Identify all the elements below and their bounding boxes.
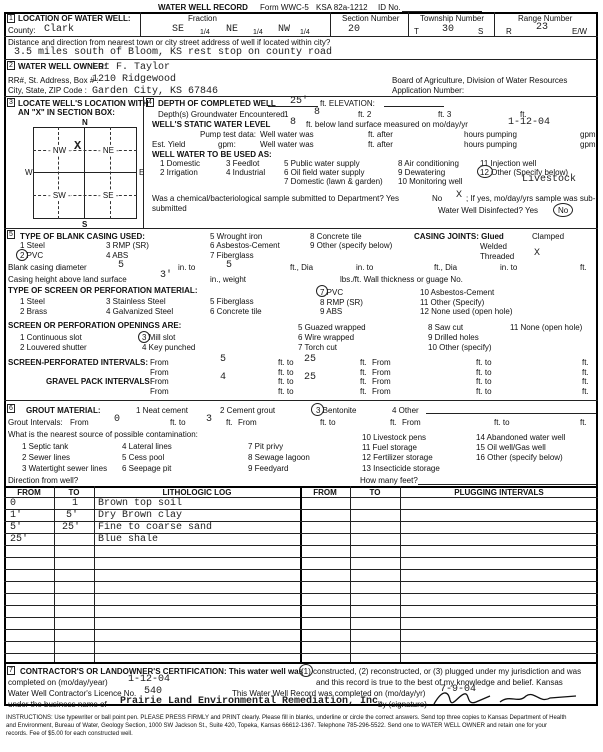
- use-5[interactable]: 5 Public water supply: [284, 159, 360, 168]
- screen-12[interactable]: 12 None used (open hole): [420, 307, 513, 316]
- section-3-number: 3: [7, 98, 15, 107]
- gw-label: Depth(s) Groundwater Encountered: [158, 110, 285, 119]
- opening-8[interactable]: 8 Saw cut: [428, 323, 464, 332]
- record-date[interactable]: 7-9-04: [440, 684, 477, 695]
- chem-no: No: [432, 194, 443, 203]
- cert-line-1b: (1) constructed, (2) reconstructed, or (3) plugged under my jurisdiction and was: [301, 667, 582, 676]
- gp-ftto: ft. to: [278, 377, 294, 386]
- si-from-value[interactable]: 5: [220, 354, 227, 365]
- opening-10[interactable]: 10 Other (specify): [428, 343, 492, 352]
- screen-4[interactable]: 4 Galvanized Steel: [106, 307, 174, 316]
- address-value[interactable]: 1210 Ridgewood: [92, 74, 177, 85]
- diam-in-to: in. to: [178, 263, 196, 272]
- screen-5[interactable]: 5 Fiberglass: [210, 297, 254, 306]
- welded-label: Welded: [480, 242, 507, 251]
- gp-from3: From: [150, 387, 169, 396]
- gi-ftto: ft. to: [170, 418, 186, 427]
- address-label: RR#, St. Address, Box # :: [8, 76, 99, 85]
- constructed-circle: [299, 664, 313, 677]
- disinfected-no[interactable]: No: [558, 206, 569, 215]
- use-8[interactable]: 8 Air conditioning: [398, 159, 459, 168]
- height-weight: in., weight: [210, 275, 247, 284]
- casing-2[interactable]: 2 PVC: [20, 251, 44, 260]
- section-7-number: 7: [7, 666, 15, 675]
- si-from4: From: [372, 368, 391, 377]
- se-label: - SE -: [98, 191, 119, 200]
- quarter-3: 1/4: [300, 29, 310, 36]
- casing-5[interactable]: 5 Wrought iron: [210, 232, 263, 241]
- township-label: Township Number: [420, 14, 485, 23]
- gw1-value[interactable]: 8: [314, 107, 321, 118]
- log-from[interactable]: 1': [10, 510, 23, 521]
- application-label: Application Number:: [392, 86, 465, 95]
- gw-ft2: ft. 2: [358, 110, 372, 119]
- section-1-number: 1: [7, 14, 15, 23]
- section-6-number: 6: [7, 404, 15, 413]
- opening-6[interactable]: 6 Wire wrapped: [298, 333, 355, 342]
- instructions-line-1: INSTRUCTIONS: Use typewriter or ball point pen. PLEASE PRESS FIRMLY and PRINT clearly. Please fill in blanks, underline or circle the correct answers. Send top three copies to Kansas Department of Health: [6, 715, 567, 721]
- county-value[interactable]: Clark: [44, 24, 75, 35]
- diameter-value[interactable]: 5: [118, 260, 125, 271]
- cert-line-1: CONTRACTOR'S OR LANDOWNER'S CERTIFICATION: This water well was: [20, 667, 304, 676]
- gi-ft: ft.: [226, 418, 233, 427]
- gi-from2: From: [238, 418, 257, 427]
- grout-2[interactable]: 2 Cement grout: [220, 406, 276, 415]
- contam-7[interactable]: 7 Pit privy: [248, 442, 284, 451]
- use-3[interactable]: 3 Feedlot: [226, 159, 260, 168]
- contam-14[interactable]: 14 Abandoned water well: [476, 433, 566, 442]
- section-number-label: Section Number: [342, 14, 400, 23]
- joints-label: CASING JOINTS: Glued: [414, 232, 504, 241]
- casing-3[interactable]: 3 RMP (SR): [106, 241, 149, 250]
- distance-value[interactable]: 3.5 miles south of Bloom, KS rest stop on county road: [14, 47, 333, 58]
- contam-2[interactable]: 2 Sewer lines: [22, 453, 71, 462]
- quarter-2: 1/4: [253, 29, 263, 36]
- log-desc[interactable]: Fine to coarse sand: [98, 522, 213, 533]
- locate-label: LOCATE WELL'S LOCATION WITH: [18, 99, 149, 108]
- submitted-label: submitted: [152, 204, 187, 213]
- opening-7[interactable]: 7 Torch cut: [298, 343, 337, 352]
- si-ftto3: ft. to: [278, 368, 294, 377]
- screen-intervals-label: SCREEN-PERFORATED INTERVALS:: [8, 358, 149, 367]
- contam-12[interactable]: 12 Fertilizer storage: [362, 453, 433, 462]
- log-to[interactable]: 1: [72, 498, 79, 509]
- gw1-no: 1: [284, 110, 289, 119]
- screen-8[interactable]: 8 RMP (SR): [320, 298, 363, 307]
- si-ftto: ft. to: [278, 358, 294, 367]
- threaded-label: Threaded: [480, 252, 515, 261]
- plug-to-header: TO: [369, 488, 381, 497]
- depth-value[interactable]: 25': [290, 96, 309, 107]
- west-label: W: [25, 168, 33, 177]
- si-ftto2: ft. to: [476, 358, 492, 367]
- screen-label: TYPE OF SCREEN OR PERFORATION MATERIAL:: [8, 286, 198, 295]
- north-label: N: [82, 118, 88, 127]
- east-label: E: [139, 168, 145, 177]
- gravel-label: GRAVEL PACK INTERVALS:: [46, 377, 153, 386]
- other-use-value[interactable]: Livestock: [522, 174, 577, 185]
- city-value[interactable]: Garden City, KS 67846: [92, 86, 219, 97]
- pump-gpm: gpm: [580, 130, 596, 139]
- south-label: S: [82, 220, 88, 229]
- casing-2-circle: [16, 249, 28, 261]
- gi-ftto2: ft. to: [320, 418, 336, 427]
- screen-1[interactable]: 1 Steel: [20, 297, 45, 306]
- chem-rest: ; If yes, mo/day/yrs sample was sub-: [466, 194, 596, 203]
- board-label: Board of Agriculture, Division of Water Resources: [392, 76, 568, 85]
- contam-9[interactable]: 9 Feedyard: [248, 464, 289, 473]
- city-label: City, State, ZIP Code :: [8, 86, 87, 95]
- gp-ft4: ft.: [582, 387, 589, 396]
- locate-label-2: AN "X" IN SECTION BOX:: [18, 108, 115, 117]
- diam-in-to2: in. to: [356, 263, 374, 272]
- static-label: WELL'S STATIC WATER LEVEL: [152, 120, 271, 129]
- completed-date[interactable]: 1-12-04: [128, 674, 171, 685]
- business-name[interactable]: Prairie Land Environmental Remediation, Inc.: [120, 696, 385, 707]
- pump-hours: hours pumping: [464, 130, 517, 139]
- opening-3-circle: [138, 331, 150, 343]
- fraction-label: Fraction: [188, 14, 217, 23]
- gp-from-value[interactable]: 4: [220, 372, 227, 383]
- cert-line-2b: and this record is true to the best of my knowledge and belief. Kansas: [316, 678, 563, 687]
- yield-gpm2: gpm: [580, 140, 596, 149]
- county-label: County:: [8, 26, 36, 35]
- cert-line-3b: This Water Well Record was completed on (mo/day/yr): [232, 689, 426, 698]
- contam-3[interactable]: 3 Watertight sewer lines: [22, 464, 108, 473]
- pump-after: ft. after: [368, 130, 393, 139]
- threaded-x[interactable]: X: [534, 248, 541, 259]
- gi-to-value[interactable]: 3: [206, 414, 213, 425]
- log-desc[interactable]: Blue shale: [98, 534, 159, 545]
- screen-2[interactable]: 2 Brass: [20, 307, 48, 316]
- diam-ft-dia2: ft., Dia: [434, 263, 458, 272]
- section-4-number: 4: [146, 98, 154, 107]
- gi-from-label: From: [70, 418, 89, 427]
- static-value[interactable]: 8: [290, 117, 297, 128]
- screen-7-circle: [316, 285, 328, 297]
- gi-from3: From: [402, 418, 421, 427]
- fraction-2[interactable]: NE: [226, 24, 239, 35]
- section-x-mark[interactable]: X: [74, 139, 82, 153]
- use-1[interactable]: 1 Domestic: [160, 159, 201, 168]
- grout-3[interactable]: 3 Bentonite: [316, 406, 357, 415]
- section-number[interactable]: 20: [348, 24, 361, 35]
- gi-ft3: ft.: [580, 418, 587, 427]
- casing-9[interactable]: 9 Other (specify below): [310, 241, 393, 250]
- diam-ft: ft.: [580, 263, 587, 272]
- section-2-number: 2: [7, 61, 15, 70]
- howmany-label: How many feet?: [360, 476, 418, 485]
- gi-from-value[interactable]: 0: [114, 414, 121, 425]
- township-number[interactable]: 30: [442, 24, 455, 35]
- gp-ft2: ft.: [582, 377, 589, 386]
- chem-label: Was a chemical/bacteriological sample submitted to Department? Yes: [152, 194, 399, 203]
- contam-16[interactable]: 16 Other (specify below): [476, 453, 563, 462]
- grout-4[interactable]: 4 Other: [392, 406, 419, 415]
- gi-ftto3: ft. to: [494, 418, 510, 427]
- owner-label: WATER WELL OWNER:: [18, 62, 107, 71]
- licence-number[interactable]: 540: [144, 686, 163, 697]
- fraction-3[interactable]: NW: [278, 24, 291, 35]
- opening-4[interactable]: 4 Key punched: [142, 343, 196, 352]
- pump-ww: Well water was: [260, 130, 314, 139]
- fraction-1[interactable]: SE: [172, 24, 185, 35]
- range-label: Range Number: [518, 14, 573, 23]
- openings-label: SCREEN OR PERFORATION OPENINGS ARE:: [8, 321, 182, 330]
- contam-8[interactable]: 8 Sewage lagoon: [248, 453, 310, 462]
- opening-9[interactable]: 9 Drilled holes: [428, 333, 479, 342]
- depth-unit: ft. ELEVATION:: [320, 99, 375, 108]
- distance-label: Distance and direction from nearest town or city street address of well if located within city?: [8, 38, 331, 47]
- log-from[interactable]: 5': [10, 522, 23, 533]
- si-ft3: ft.: [360, 368, 367, 377]
- use-4[interactable]: 4 Industrial: [226, 168, 266, 177]
- contam-4[interactable]: 4 Lateral lines: [122, 442, 172, 451]
- diam-ft-dia: ft., Dia: [290, 263, 314, 272]
- plugging-intervals-header: PLUGGING INTERVALS: [454, 488, 544, 497]
- log-from[interactable]: 25': [10, 534, 29, 545]
- diameter-to[interactable]: 5: [226, 260, 233, 271]
- contam-13[interactable]: 13 Insecticide storage: [362, 464, 440, 473]
- depth-label: DEPTH OF COMPLETED WELL: [158, 99, 276, 108]
- grout-3-circle: [311, 403, 324, 416]
- direction-label: Direction from well?: [8, 476, 79, 485]
- range-r: R: [506, 27, 512, 36]
- gp-ftto3: ft. to: [278, 387, 294, 396]
- log-from[interactable]: 0: [10, 498, 17, 509]
- use-7[interactable]: 7 Domestic (lawn & garden): [284, 177, 383, 186]
- contam-6[interactable]: 6 Seepage pit: [122, 464, 172, 473]
- si-to-value[interactable]: 25: [304, 354, 317, 365]
- gp-from4: From: [372, 387, 391, 396]
- height-value[interactable]: 3': [160, 270, 173, 281]
- township-t: T: [414, 27, 419, 36]
- contam-10[interactable]: 10 Livestock pens: [362, 433, 427, 442]
- nw-label: - NW -: [48, 146, 72, 155]
- gp-ftto2: ft. to: [476, 377, 492, 386]
- use-10[interactable]: 10 Monitoring well: [398, 177, 463, 186]
- gp-to-value[interactable]: 25: [304, 372, 317, 383]
- gp-from-label: From: [150, 377, 169, 386]
- clamped-label: Clamped: [532, 232, 565, 241]
- sw-label: - SW -: [48, 191, 71, 200]
- id-number-label: ID No.: [378, 3, 401, 12]
- gp-ftto4: ft. to: [476, 387, 492, 396]
- ksa-number: KSA 82a-1212: [316, 3, 368, 12]
- contam-11[interactable]: 11 Fuel storage: [362, 443, 417, 452]
- opening-5[interactable]: 5 Guazed wrapped: [298, 323, 366, 332]
- opening-2[interactable]: 2 Louvered shutter: [20, 343, 87, 352]
- casing-4[interactable]: 4 ABS: [106, 251, 129, 260]
- signature-label: by (signature): [378, 700, 427, 709]
- yield-ww: Well water was: [260, 140, 314, 149]
- si-from2: From: [372, 358, 391, 367]
- use-9[interactable]: 9 Dewatering: [398, 168, 446, 177]
- screen-3[interactable]: 3 Stainless Steel: [106, 297, 166, 306]
- opening-1[interactable]: 1 Continuous slot: [20, 333, 82, 342]
- screen-11[interactable]: 11 Other (Specify): [420, 298, 485, 307]
- form-title: WATER WELL RECORD: [158, 3, 248, 12]
- yield-after: ft. after: [368, 140, 393, 149]
- use-11[interactable]: 11 Injection well: [480, 159, 537, 168]
- si-ftto4: ft. to: [476, 368, 492, 377]
- log-to[interactable]: 25': [62, 522, 81, 533]
- location-label: LOCATION OF WATER WELL:: [18, 14, 131, 23]
- signature-scribble: [430, 686, 580, 710]
- opening-11[interactable]: 11 None (open hole): [510, 323, 583, 332]
- use-12-circle: [477, 165, 493, 178]
- lithologic-log-header: LITHOLOGIC LOG: [162, 488, 232, 497]
- opening-3[interactable]: 3 Mill slot: [142, 333, 176, 342]
- contam-1[interactable]: 1 Septic tank: [22, 442, 69, 451]
- si-from3: From: [150, 368, 169, 377]
- screen-7[interactable]: 7 PVC: [320, 288, 344, 297]
- casing-7[interactable]: 7 Fiberglass: [210, 251, 254, 260]
- gi-ft2: ft.: [390, 418, 397, 427]
- use-label: WELL WATER TO BE USED AS:: [152, 150, 272, 159]
- quarter-1: 1/4: [200, 29, 210, 36]
- contam-5[interactable]: 5 Cess pool: [122, 453, 165, 462]
- cert-line-4: under the business name of: [8, 700, 107, 709]
- section-box: [33, 127, 137, 219]
- yield-hours: hours pumping: [464, 140, 517, 149]
- range-number[interactable]: 23: [536, 22, 549, 33]
- casing-label: TYPE OF BLANK CASING USED:: [20, 232, 145, 241]
- gp-ft3: ft.: [360, 387, 367, 396]
- section-5-number: 5: [7, 230, 15, 239]
- log-desc[interactable]: Brown top soil: [98, 498, 183, 509]
- plug-from-header: FROM: [313, 488, 337, 497]
- grout-label: GROUT MATERIAL:: [26, 406, 101, 415]
- casing-6[interactable]: 6 Asbestos-Cement: [210, 241, 280, 250]
- si-ft: ft.: [360, 358, 367, 367]
- ne-label: - NE -: [98, 146, 119, 155]
- contam-label: What is the nearest source of possible contamination:: [8, 430, 198, 439]
- disinfected-no-circle: [553, 203, 573, 217]
- static-text: ft. below land surface measured on mo/day/yr: [306, 120, 468, 129]
- screen-10[interactable]: 10 Asbestos-Cement: [420, 288, 495, 297]
- height-label: Casing height above land surface: [8, 275, 127, 284]
- gw-ft: ft.: [520, 110, 527, 119]
- si-from-label: From: [150, 358, 169, 367]
- pump-label: Pump test data:: [200, 130, 257, 139]
- log-to-header: TO: [68, 488, 80, 497]
- township-s: S: [478, 27, 484, 36]
- disinfected-label: Water Well Disinfected? Yes: [438, 206, 539, 215]
- grout-intervals-label: Grout Intervals:: [8, 418, 63, 427]
- diameter-label: Blank casing diameter: [8, 263, 87, 272]
- owner-value[interactable]: Lot F. Taylor: [92, 62, 171, 73]
- yield-label: Est. Yield: [152, 140, 186, 149]
- instructions-line-3: records. Fee of $5.00 for each constructed well.: [6, 731, 133, 737]
- static-date[interactable]: 1-12-04: [508, 117, 551, 128]
- screen-6[interactable]: 6 Concrete tile: [210, 307, 262, 316]
- form-number: Form WWC-5: [260, 3, 309, 12]
- screen-9[interactable]: 9 ABS: [320, 307, 343, 316]
- si-ft4: ft.: [582, 368, 589, 377]
- log-to[interactable]: 5': [66, 510, 79, 521]
- contam-15[interactable]: 15 Oil well/Gas well: [476, 443, 546, 452]
- chem-x[interactable]: X: [456, 190, 463, 201]
- yield-gpm: gpm:: [218, 140, 236, 149]
- log-from-header: FROM: [17, 488, 41, 497]
- diam-in-to3: in. to: [500, 263, 518, 272]
- log-desc[interactable]: Dry Brown clay: [98, 510, 183, 521]
- instructions-line-2: and Environment, Bureau of Water, Geology Section, 1000 SW Jackson St., Suite 420, Topeka, Kansas 66612-1367. Telephone 785-296-5522. Send one to WATER WELL OWNER and retain one for your: [6, 723, 547, 729]
- gp-ft: ft.: [360, 377, 367, 386]
- range-ew: E/W: [572, 27, 588, 36]
- gp-from2: From: [372, 377, 391, 386]
- cert-line-3: Water Well Contractor's Licence No.: [8, 689, 137, 698]
- grout-1[interactable]: 1 Neat cement: [136, 406, 189, 415]
- cert-line-2: completed on (mo/day/year): [8, 678, 108, 687]
- use-2[interactable]: 2 Irrigation: [160, 168, 198, 177]
- height-lbs: lbs./ft. Wall thickness or guage No.: [340, 275, 463, 284]
- gw-ft3: ft. 3: [438, 110, 452, 119]
- si-ft2: ft.: [582, 358, 589, 367]
- casing-8[interactable]: 8 Concrete tile: [310, 232, 362, 241]
- use-6[interactable]: 6 Oil field water supply: [284, 168, 365, 177]
- use-12[interactable]: 12 Other (Specify below): [480, 168, 569, 177]
- casing-1[interactable]: 1 Steel: [20, 241, 45, 250]
